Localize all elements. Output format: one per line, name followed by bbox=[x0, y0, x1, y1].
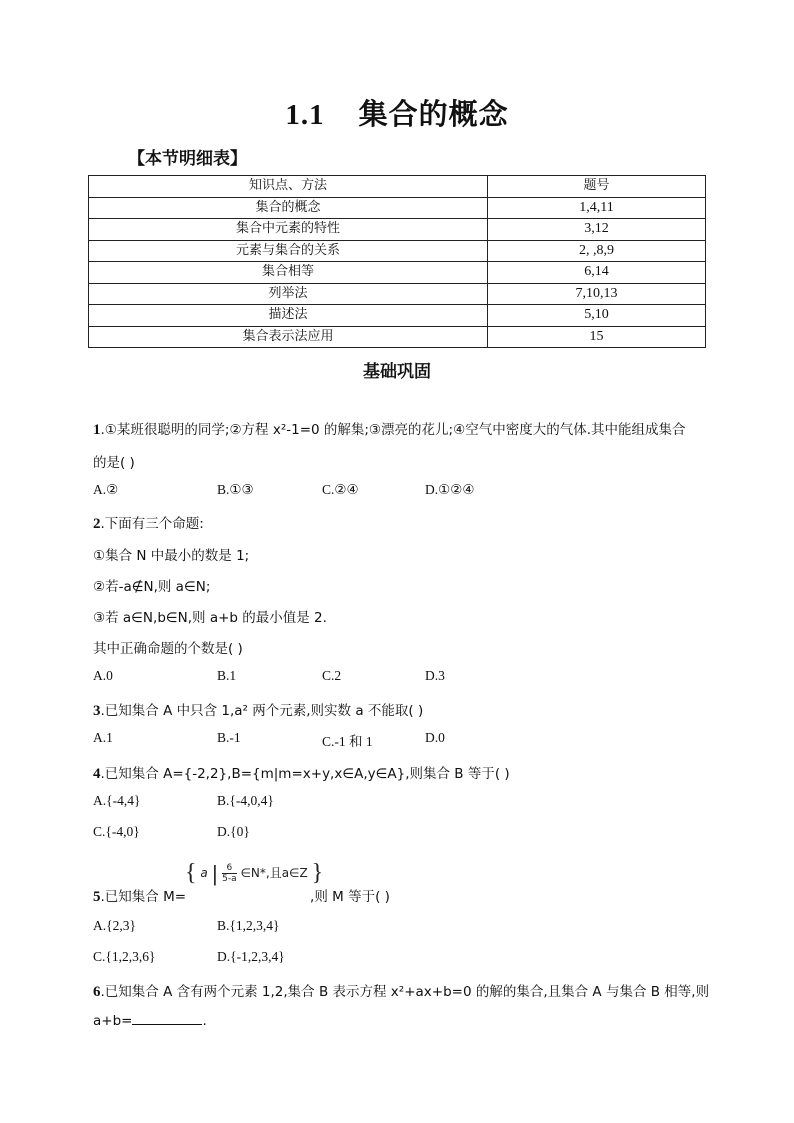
question-1-line-2: 的是( ) bbox=[93, 455, 135, 471]
number-cell: 6,14 bbox=[488, 262, 706, 284]
number-cell: 5,10 bbox=[488, 305, 706, 327]
question-number: 3 bbox=[93, 703, 101, 719]
q5-option-c: C.{1,2,3,6} bbox=[93, 949, 156, 964]
table-row bbox=[89, 326, 706, 348]
q3-option-c: C.-1 和 1 bbox=[322, 734, 373, 749]
topic-cell: 集合的概念 bbox=[89, 197, 488, 219]
table-row bbox=[89, 283, 706, 305]
number-cell: 3,12 bbox=[488, 219, 706, 241]
question-3-line-1 bbox=[93, 699, 423, 720]
question-2-statement-3: ③若 a∈N,b∈N,则 a+b 的最小值是 2. bbox=[93, 610, 327, 626]
question-number: 6 bbox=[93, 984, 101, 1000]
set-builder-expression bbox=[185, 860, 323, 887]
topic-cell: 元素与集合的关系 bbox=[89, 240, 488, 262]
question-text: .①某班很聪明的同学;②方程 x²-1=0 的解集;③漂亮的花儿;④空气中密度大的气体.其中能组成集合 bbox=[100, 422, 686, 438]
q3-option-b: B.-1 bbox=[217, 730, 241, 745]
q1-option-d: D.①②④ bbox=[425, 482, 475, 497]
q5-option-d: D.{-1,2,3,4} bbox=[217, 949, 285, 964]
q4-option-b: B.{-4,0,4} bbox=[217, 793, 274, 808]
page-title bbox=[0, 92, 794, 133]
detail-table bbox=[88, 175, 706, 348]
q1-option-c: C.②④ bbox=[322, 482, 359, 497]
topic-cell: 集合中元素的特性 bbox=[89, 219, 488, 241]
fraction-denominator: 5-a bbox=[222, 874, 237, 884]
table-row bbox=[89, 219, 706, 241]
q5-option-b: B.{1,2,3,4} bbox=[217, 918, 280, 933]
q2-option-c: C.2 bbox=[322, 668, 342, 683]
header-cell-number: 题号 bbox=[488, 176, 706, 198]
question-5-line-1 bbox=[93, 885, 390, 906]
question-text: .已知集合 M= bbox=[100, 889, 187, 905]
q2-option-b: B.1 bbox=[217, 668, 237, 683]
table-header-row bbox=[89, 176, 706, 198]
set-open-brace: { bbox=[185, 860, 197, 886]
section-title: 集合的概念 bbox=[358, 97, 509, 131]
topic-cell: 描述法 bbox=[89, 305, 488, 327]
topic-cell: 集合表示法应用 bbox=[89, 326, 488, 348]
number-cell: 15 bbox=[488, 326, 706, 348]
answer-blank[interactable] bbox=[132, 1012, 202, 1025]
question-text: .已知集合 A 含有两个元素 1,2,集合 B 表示方程 x²+ax+b=0 的解的集合,且集合 A 与集合 B 相等,则 bbox=[100, 984, 710, 1000]
question-text: .已知集合 A={-2,2},B={m|m=x+y,x∈A,y∈A},则集合 B 等于( ) bbox=[100, 766, 510, 782]
answer-suffix: . bbox=[202, 1013, 207, 1029]
topic-cell: 列举法 bbox=[89, 283, 488, 305]
q1-option-a: A.② bbox=[93, 482, 119, 497]
fraction bbox=[222, 863, 237, 884]
table-row bbox=[89, 305, 706, 327]
table-row bbox=[89, 262, 706, 284]
answer-prefix: a+b= bbox=[93, 1013, 133, 1029]
question-text-suffix: ,则 M 等于( ) bbox=[310, 889, 390, 905]
question-number: 4 bbox=[93, 766, 101, 782]
set-variable: a bbox=[200, 866, 208, 880]
number-cell: 1,4,11 bbox=[488, 197, 706, 219]
fraction-numerator: 6 bbox=[222, 863, 237, 874]
q5-option-a: A.{2,3} bbox=[93, 918, 136, 933]
table-row bbox=[89, 197, 706, 219]
set-divider: | bbox=[211, 861, 219, 886]
question-number: 2 bbox=[93, 516, 101, 532]
q2-option-a: A.0 bbox=[93, 668, 113, 683]
question-2-statement-2: ②若-a∉N,则 a∈N; bbox=[93, 579, 211, 595]
q3-option-a: A.1 bbox=[93, 730, 113, 745]
question-number: 5 bbox=[93, 889, 101, 905]
header-cell-topic: 知识点、方法 bbox=[89, 176, 488, 198]
q1-option-b: B.①③ bbox=[217, 482, 254, 497]
question-2-prompt: 其中正确命题的个数是( ) bbox=[93, 641, 243, 657]
set-condition: ∈N*,且a∈Z bbox=[240, 866, 308, 880]
question-6-line-1 bbox=[93, 980, 709, 1001]
question-4-line-1 bbox=[93, 762, 510, 783]
section-subheading: 基础巩固 bbox=[363, 362, 431, 382]
question-text: .已知集合 A 中只含 1,a² 两个元素,则实数 a 不能取( ) bbox=[100, 703, 424, 719]
question-2-line-1 bbox=[93, 512, 204, 533]
q2-option-d: D.3 bbox=[425, 668, 445, 683]
table-row bbox=[89, 240, 706, 262]
number-cell: 2, ,8,9 bbox=[488, 240, 706, 262]
set-close-brace: } bbox=[311, 860, 324, 886]
q3-option-d: D.0 bbox=[425, 730, 445, 745]
question-text: .下面有三个命题: bbox=[100, 516, 204, 532]
section-number: 1.1 bbox=[285, 99, 325, 131]
q4-option-d: D.{0} bbox=[217, 824, 250, 839]
q4-option-c: C.{-4,0} bbox=[93, 824, 140, 839]
detail-table-label: 【本节明细表】 bbox=[128, 149, 247, 169]
number-cell: 7,10,13 bbox=[488, 283, 706, 305]
question-6-line-2 bbox=[93, 1012, 207, 1029]
question-2-statement-1: ①集合 N 中最小的数是 1; bbox=[93, 548, 250, 564]
topic-cell: 集合相等 bbox=[89, 262, 488, 284]
q4-option-a: A.{-4,4} bbox=[93, 793, 141, 808]
question-number: 1 bbox=[93, 422, 101, 438]
question-1-line-1 bbox=[93, 418, 685, 439]
